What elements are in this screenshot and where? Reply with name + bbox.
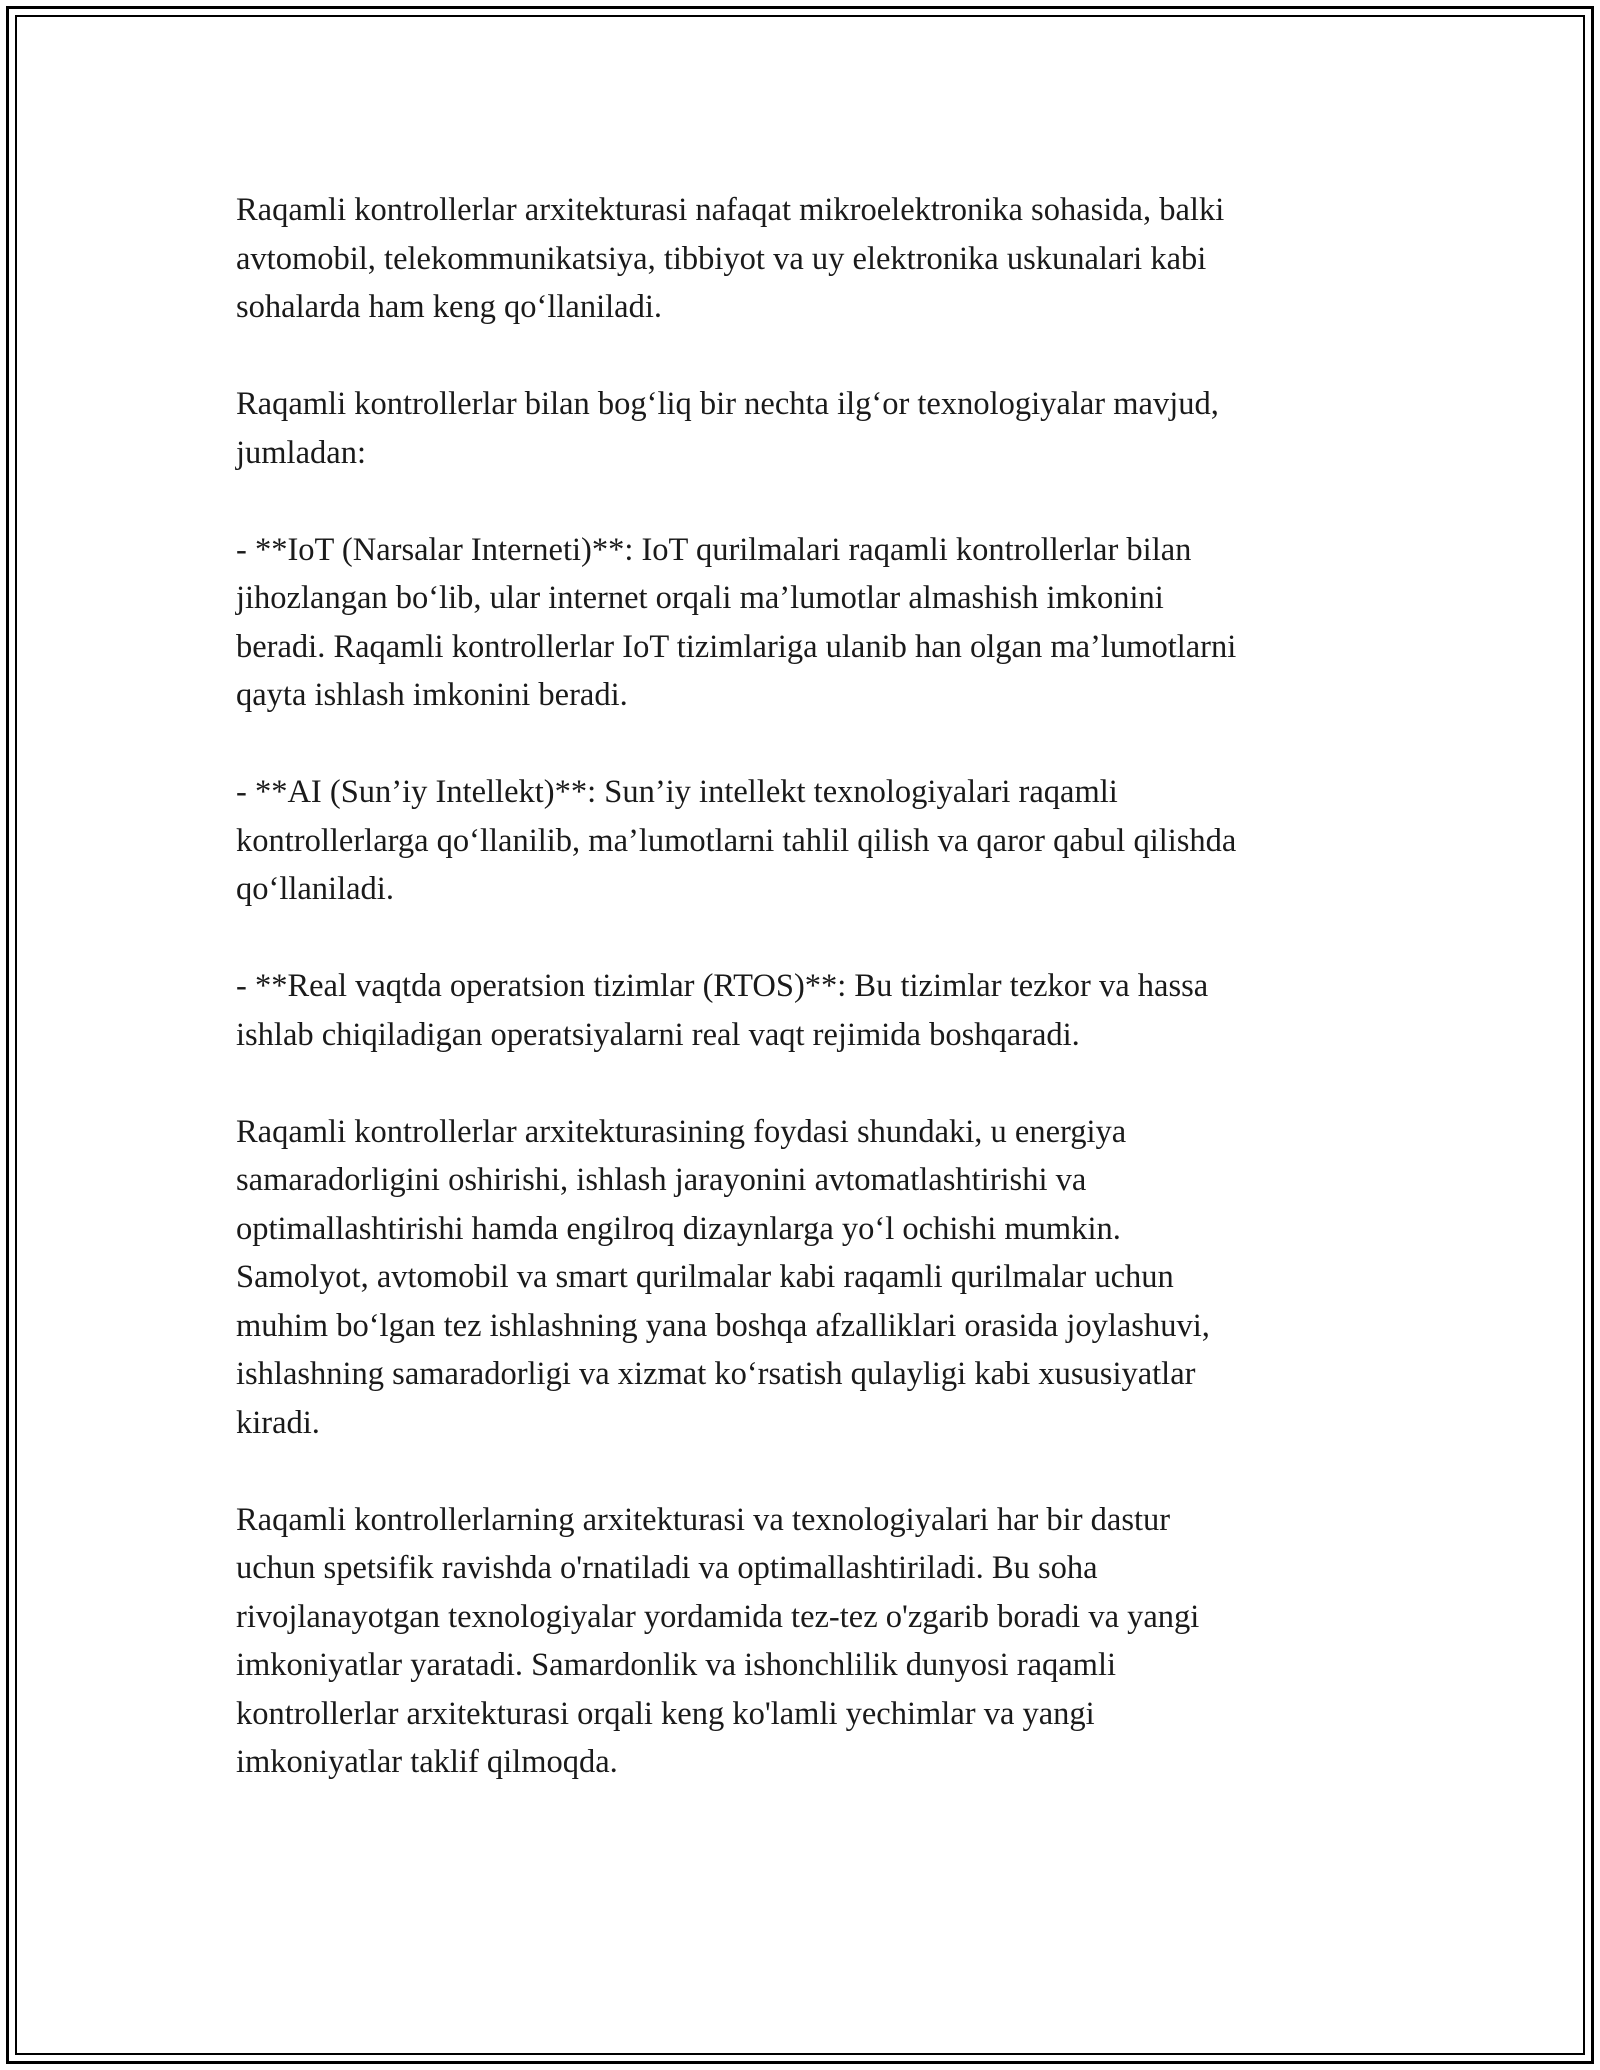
list-item-rtos: - **Real vaqtda operatsion tizimlar (RTOS)**: Bu tizimlar tezkor va hassa ishlab chiqiladigan operatsiyalarni real vaqt rejimida boshqaradi. <box>236 968 1209 1053</box>
paragraph-benefits: Raqamli kontrollerlar arxitekturasining foydasi shundaki, u energiya samaradorligini oshirishi, ishlash jarayonini avtomatlashtirishi va optimallashtirishi hamda engilroq dizaynlarga yo‘l ochishi mumkin. Samolyot, avtomobil va smart qurilmalar kabi raqamli qurilmalar uchun muhim bo‘lgan tez ishlashning yana boshqa afzalliklari orasida joylashuvi, ishlashning samaradorligi va xizmat ko‘rsatish qulayligi kabi xususiyatlar kiradi. <box>236 1113 1210 1441</box>
list-item-ai: - **AI (Sun’iy Intellekt)**: Sun’iy intellekt texnologiyalari raqamli kontrollerlarga qo‘llanilib, ma’lumotlarni tahlil qilish va qaror qabul qilishda qo‘llaniladi. <box>236 774 1237 907</box>
paragraph-conclusion: Raqamli kontrollerlarning arxitekturasi va texnologiyalari har bir dastur uchun spetsifik ravishda o'rnatiladi va optimallashtiriladi. Bu soha rivojlanayotgan texnologiyalar yordamida tez-tez o'zgarib boradi va yangi imkoniyatlar yaratadi. Samardonlik va ishonchlilik dunyosi raqamli kontrollerlar arxitekturasi orqali keng ko'lamli yechimlar va yangi imkoniyatlar taklif qilmoqda. <box>236 1501 1200 1780</box>
paragraph-technologies-intro: Raqamli kontrollerlar bilan bog‘liq bir nechta ilg‘or texnologiyalar mavjud, jumladan: <box>236 386 1219 471</box>
list-item-iot: - **IoT (Narsalar Interneti)**: IoT qurilmalari raqamli kontrollerlar bilan jihozlangan bo‘lib, ular internet orqali ma’lumotlar almashish imkonini beradi. Raqamli kontrollerlar IoT tizimlariga ulanib han olgan ma’lumotlarni qayta ishlash imkonini beradi. <box>236 531 1237 713</box>
document-body <box>236 186 1406 1835</box>
paragraph-intro: Raqamli kontrollerlar arxitekturasi nafaqat mikroelektronika sohasida, balki avtomobil, telekommunikatsiya, tibbiyot va uy elektronika uskunalari kabi sohalarda ham keng qo‘llaniladi. <box>236 192 1225 325</box>
